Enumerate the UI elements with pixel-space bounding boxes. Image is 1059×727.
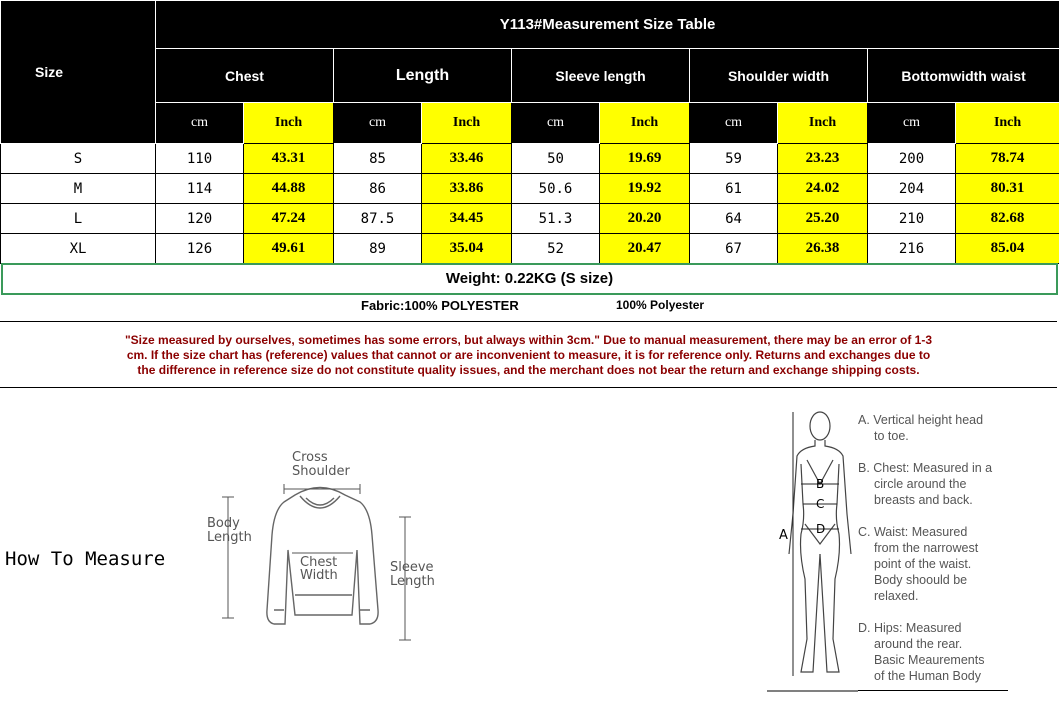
legend-item-d (858, 620, 1028, 684)
value-cell: 64 (690, 204, 778, 234)
cross-shoulder-label: Shoulder (292, 464, 350, 479)
size-cell: S (1, 144, 156, 174)
table-title: Y113#Measurement Size Table (156, 1, 1059, 49)
value-cell: 87.5 (334, 204, 422, 234)
legend-text: D. Hips: Measured (858, 621, 962, 635)
legend-text: to toe. (874, 429, 909, 443)
body-length-label: Length (207, 530, 252, 545)
value-cell: 89 (334, 234, 422, 264)
group-bottomwidth-waist: Bottomwidth waist (868, 49, 1059, 103)
size-table (0, 0, 1059, 264)
legend-text: Body shoould be (874, 573, 968, 587)
value-cell: 85 (334, 144, 422, 174)
disclaimer-line: "Size measured by ourselves, sometimes has some errors, but always within 3cm." Due to manual measurement, there may be an error of 1-3 (124, 333, 932, 347)
mark-c: C (816, 497, 825, 511)
value-cell: 85.04 (956, 234, 1059, 264)
chest-width-label: Width (300, 568, 338, 583)
mark-b: B (816, 477, 825, 491)
how-to-measure-heading: How To Measure (5, 548, 166, 570)
value-cell: 67 (690, 234, 778, 264)
value-cell: 120 (156, 204, 244, 234)
value-cell: 82.68 (956, 204, 1059, 234)
legend-item-b (858, 460, 1028, 508)
value-cell: 26.38 (778, 234, 868, 264)
fabric-value: 100% Polyester (616, 298, 705, 312)
value-cell: 52 (512, 234, 600, 264)
legend-text: around the rear. (874, 637, 963, 651)
value-cell: 25.20 (778, 204, 868, 234)
body-outline (789, 412, 851, 672)
value-cell: 34.45 (422, 204, 512, 234)
value-cell: 110 (156, 144, 244, 174)
group-shoulder-width: Shoulder width (690, 49, 868, 103)
value-cell: 86 (334, 174, 422, 204)
disclaimer-line: the difference in reference size do not constitute quality issues, and the merchant does not bear the return and exchange shipping costs. (137, 363, 920, 377)
body-length-label: Body (207, 516, 240, 531)
legend-text: A. Vertical height head (858, 413, 984, 427)
value-cell: 43.31 (244, 144, 334, 174)
legend-text: circle around the (874, 477, 967, 491)
unit-cm: cm (690, 103, 778, 144)
value-cell: 35.04 (422, 234, 512, 264)
value-cell: 50.6 (512, 174, 600, 204)
measurement-legend (858, 412, 1028, 700)
value-cell: 61 (690, 174, 778, 204)
unit-inch: Inch (956, 103, 1059, 144)
value-cell: 49.61 (244, 234, 334, 264)
value-cell: 23.23 (778, 144, 868, 174)
value-cell: 24.02 (778, 174, 868, 204)
fabric-label: Fabric:100% POLYESTER (361, 298, 519, 313)
weight-row: Weight: 0.22KG (S size) (1, 263, 1058, 295)
legend-text: C. Waist: Measured (858, 525, 968, 539)
value-cell: 20.20 (600, 204, 690, 234)
value-cell: 19.69 (600, 144, 690, 174)
value-cell: 47.24 (244, 204, 334, 234)
unit-cm: cm (868, 103, 956, 144)
value-cell: 33.86 (422, 174, 512, 204)
table-row (1, 234, 1059, 264)
value-cell: 59 (690, 144, 778, 174)
size-header: Size (1, 1, 156, 144)
value-cell: 19.92 (600, 174, 690, 204)
table-row (1, 174, 1059, 204)
value-cell: 51.3 (512, 204, 600, 234)
unit-inch: Inch (600, 103, 690, 144)
size-cell: M (1, 174, 156, 204)
size-cell: L (1, 204, 156, 234)
legend-text: B. Chest: Measured in a (858, 461, 993, 475)
value-cell: 216 (868, 234, 956, 264)
value-cell: 126 (156, 234, 244, 264)
fabric-row (0, 293, 1057, 322)
body-figure-diagram (765, 404, 860, 694)
table-row (1, 144, 1059, 174)
table-row (1, 204, 1059, 234)
chest-width-label: Chest (300, 555, 338, 570)
legend-text: Basic Meaurements (874, 653, 985, 667)
legend-text: breasts and back. (874, 493, 973, 507)
unit-cm: cm (156, 103, 244, 144)
sleeve-length-label: Length (390, 574, 435, 589)
unit-inch: Inch (244, 103, 334, 144)
value-cell: 80.31 (956, 174, 1059, 204)
value-cell: 114 (156, 174, 244, 204)
group-chest: Chest (156, 49, 334, 103)
value-cell: 33.46 (422, 144, 512, 174)
measurement-disclaimer (0, 324, 1057, 388)
unit-inch: Inch (422, 103, 512, 144)
legend-text: of the Human Body (874, 669, 982, 683)
size-cell: XL (1, 234, 156, 264)
sleeve-length-label: Sleeve (390, 560, 434, 575)
unit-inch: Inch (778, 103, 868, 144)
cross-shoulder-label: Cross (292, 450, 328, 465)
legend-item-c (858, 524, 1028, 604)
legend-item-a (858, 412, 1028, 444)
mark-a: A (779, 528, 788, 543)
value-cell: 204 (868, 174, 956, 204)
value-cell: 20.47 (600, 234, 690, 264)
value-cell: 200 (868, 144, 956, 174)
legend-text: relaxed. (874, 589, 919, 603)
value-cell: 50 (512, 144, 600, 174)
value-cell: 210 (868, 204, 956, 234)
mark-d: D (816, 522, 826, 536)
value-cell: 78.74 (956, 144, 1059, 174)
value-cell: 44.88 (244, 174, 334, 204)
legend-text: from the narrowest (874, 541, 979, 555)
sweater-diagram (200, 440, 450, 650)
group-sleeve-length: Sleeve length (512, 49, 690, 103)
legend-text: point of the waist. (874, 557, 972, 571)
group-length: Length (334, 49, 512, 103)
unit-cm: cm (512, 103, 600, 144)
disclaimer-line: cm. If the size chart has (reference) values that cannot or are inconvenient to measure, it is for reference only. Returns and exchanges due to (126, 348, 931, 362)
unit-cm: cm (334, 103, 422, 144)
